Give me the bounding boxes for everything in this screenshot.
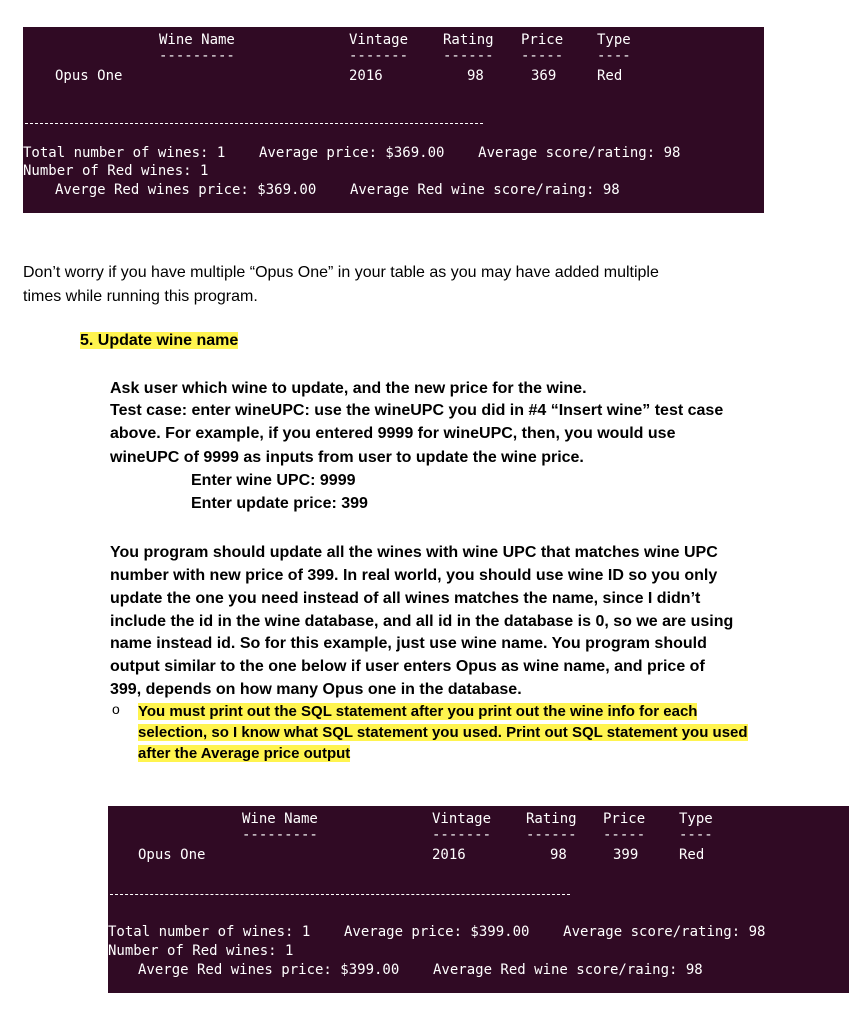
explanation-line-3: update the one you need instead of all wines matches the name, since I didn’t bbox=[110, 590, 701, 607]
explanation-line-5: name instead id. So for this example, just use wine name. You program should bbox=[110, 635, 707, 652]
col-dashes-price: ----- bbox=[521, 48, 564, 64]
row-wine-name: Opus One bbox=[138, 847, 206, 863]
separator-line bbox=[25, 123, 483, 124]
row-vintage: 2016 bbox=[432, 847, 466, 863]
section-heading-text: 5. Update wine name bbox=[80, 332, 239, 349]
terminal-output-1 bbox=[23, 27, 764, 213]
summary-red-average-line: Averge Red wines price: $369.00 Average Red wine score/raing: 98 bbox=[55, 182, 620, 198]
terminal-output-2 bbox=[108, 806, 849, 993]
instruction-line-3: above. For example, if you entered 9999 for wineUPC, then, you would use bbox=[110, 425, 676, 442]
col-dashes-rating: ------ bbox=[526, 827, 577, 843]
col-header-type: Type bbox=[679, 811, 713, 827]
note-line-1: Don’t worry if you have multiple “Opus One” in your table as you may have added multiple bbox=[23, 264, 659, 281]
col-dashes-vintage: ------- bbox=[432, 827, 492, 843]
col-dashes-wine-name: --------- bbox=[242, 827, 318, 843]
row-rating: 98 bbox=[467, 68, 484, 84]
instruction-line-4: wineUPC of 9999 as inputs from user to update the wine price. bbox=[110, 449, 584, 466]
section-heading bbox=[80, 330, 238, 351]
row-type: Red bbox=[679, 847, 705, 863]
instruction-line-1: Ask user which wine to update, and the new price for the wine. bbox=[110, 380, 587, 397]
input-price-line: Enter update price: 399 bbox=[191, 495, 368, 512]
note-line-2: times while running this program. bbox=[23, 288, 258, 305]
col-dashes-type: ---- bbox=[597, 48, 631, 64]
bullet-line-1 bbox=[138, 701, 697, 722]
separator-line bbox=[110, 894, 570, 895]
explanation-line-6: output similar to the one below if user enters Opus as wine name, and price of bbox=[110, 658, 705, 675]
row-wine-name: Opus One bbox=[55, 68, 123, 84]
col-dashes-wine-name: --------- bbox=[159, 48, 235, 64]
summary-red-average-line: Averge Red wines price: $399.00 Average Red wine score/raing: 98 bbox=[138, 962, 703, 978]
row-price: 369 bbox=[531, 68, 557, 84]
row-type: Red bbox=[597, 68, 623, 84]
bullet-line-1-text: You must print out the SQL statement after you print out the wine info for each bbox=[138, 703, 698, 720]
summary-total-line: Total number of wines: 1 Average price: $369.00 Average score/rating: 98 bbox=[23, 145, 681, 161]
col-header-rating: Rating bbox=[443, 32, 494, 48]
col-header-wine-name: Wine Name bbox=[159, 32, 235, 48]
row-rating: 98 bbox=[550, 847, 567, 863]
col-dashes-price: ----- bbox=[603, 827, 646, 843]
col-header-vintage: Vintage bbox=[432, 811, 492, 827]
col-header-price: Price bbox=[603, 811, 646, 827]
col-dashes-rating: ------ bbox=[443, 48, 494, 64]
col-header-rating: Rating bbox=[526, 811, 577, 827]
col-header-type: Type bbox=[597, 32, 631, 48]
bullet-line-2 bbox=[138, 722, 748, 743]
col-header-price: Price bbox=[521, 32, 564, 48]
summary-total-line: Total number of wines: 1 Average price: $399.00 Average score/rating: 98 bbox=[108, 924, 766, 940]
bullet-line-3 bbox=[138, 743, 350, 764]
instruction-line-2: Test case: enter wineUPC: use the wineUPC you did in #4 “Insert wine” test case bbox=[110, 402, 724, 419]
col-header-wine-name: Wine Name bbox=[242, 811, 318, 827]
col-dashes-type: ---- bbox=[679, 827, 713, 843]
explanation-line-2: number with new price of 399. In real world, you should use wine ID so you only bbox=[110, 567, 718, 584]
col-dashes-vintage: ------- bbox=[349, 48, 409, 64]
explanation-line-1: You program should update all the wines with wine UPC that matches wine UPC bbox=[110, 544, 718, 561]
bullet-line-2-text: selection, so I know what SQL statement you used. Print out SQL statement you used bbox=[138, 724, 748, 741]
summary-red-count-line: Number of Red wines: 1 bbox=[108, 943, 294, 959]
explanation-line-7: 399, depends on how many Opus one in the database. bbox=[110, 681, 522, 698]
explanation-line-4: include the id in the wine database, and all id in the database is 0, so we are using bbox=[110, 613, 734, 630]
summary-red-count-line: Number of Red wines: 1 bbox=[23, 163, 209, 179]
bullet-line-3-text: after the Average price output bbox=[138, 745, 351, 762]
col-header-vintage: Vintage bbox=[349, 32, 409, 48]
bullet-marker: o bbox=[112, 701, 120, 717]
row-price: 399 bbox=[613, 847, 639, 863]
row-vintage: 2016 bbox=[349, 68, 383, 84]
input-upc-line: Enter wine UPC: 9999 bbox=[191, 472, 356, 489]
